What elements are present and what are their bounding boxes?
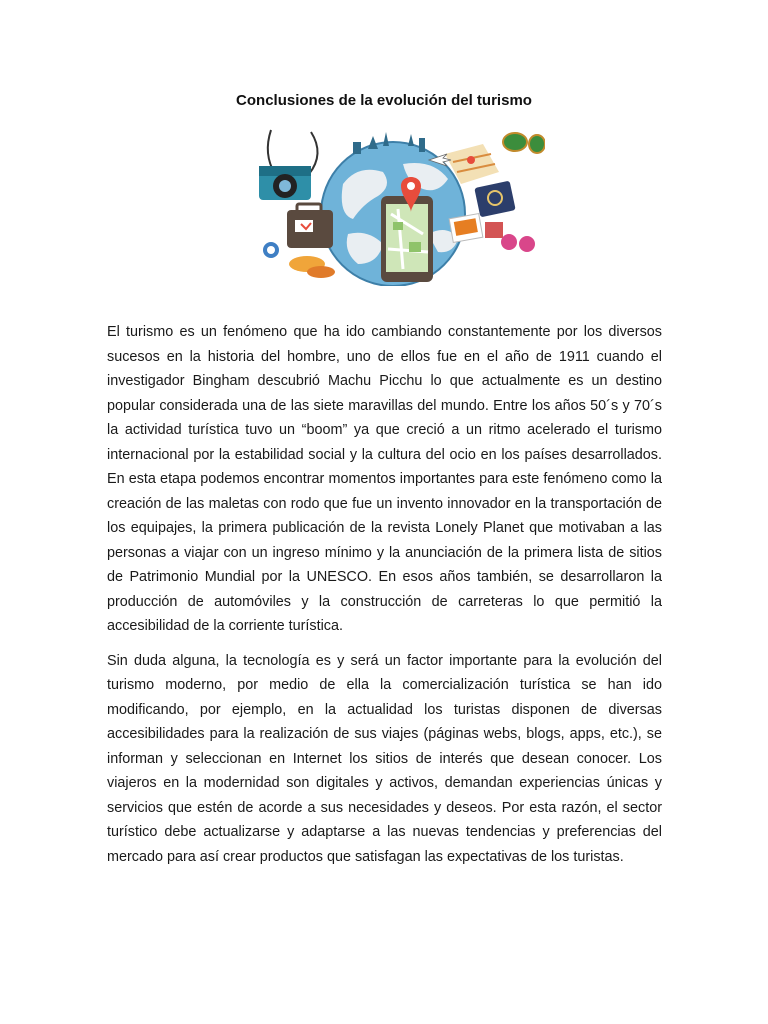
paragraph: El turismo es un fenómeno que ha ido cambiando constantemente por los diversos sucesos en la historia del hombre, uno de ellos fue en el año de 1911 cuando el investigador Bingham descubrió Machu Picchu lo que actualmente es un destino popular considerada una de las siete maravillas del mundo. Entre los años 50´s y 70´s la actividad turística tuvo un “boom” ya que creció a un ritmo acelerado el turismo internacional por la estabilidad social y la cultura del ocio en los países desarrollados. En esta etapa podemos encontrar momentos importantes para este fenómeno como la creación de las maletas con rodo que fue un invento innovador en la transportación de los equipajes, la primera publicación de la revista Lonely Planet que motivaban a las personas a viajar con un ingreso mínimo y la anunciación de la primera lista de sitios de Patrimonio Mundial por la UNESCO. En esos años también, se desarrollaron la producción de automóviles y la construcción de carreteras lo que permitió la accesibilidad de la corriente turística. [107, 324, 662, 634]
photo-icon [449, 214, 503, 243]
smartphone-icon [381, 196, 433, 282]
sunglasses-icon [503, 133, 545, 153]
camera-icon [259, 130, 318, 200]
passport-icon [474, 181, 515, 218]
travel-illustration [233, 124, 545, 286]
paragraph: Sin duda alguna, la tecnología es y será un factor importante para la evolución del turismo moderno, por medio de ella la comercialización turística se han ido modificando, por ejemplo, en la actualidad los turistas disponen de diversas accesibilidades para la realización de sus viajes (páginas webs, blogs, apps, etc.), se informan y seleccionan en Internet los sitios de interés que desean conocer. Los viajeros en la modernidad son digitales y activos, demandan experiencias únicas y servicios que estén de acorde a sus necesidades y deseos. Por esta razón, el sector turístico debe actualizarse y adaptarse a las nuevas tendencias y preferencias del mercado para así crear productos que satisfagan las expectativas de los turistas. [107, 652, 662, 865]
document-body [107, 320, 662, 869]
sunglasses-icon [501, 234, 535, 252]
compass-icon [263, 242, 279, 258]
suitcase-icon [287, 204, 333, 248]
sandals-icon [289, 256, 335, 278]
document-title: Conclusiones de la evolución del turismo [236, 92, 532, 109]
